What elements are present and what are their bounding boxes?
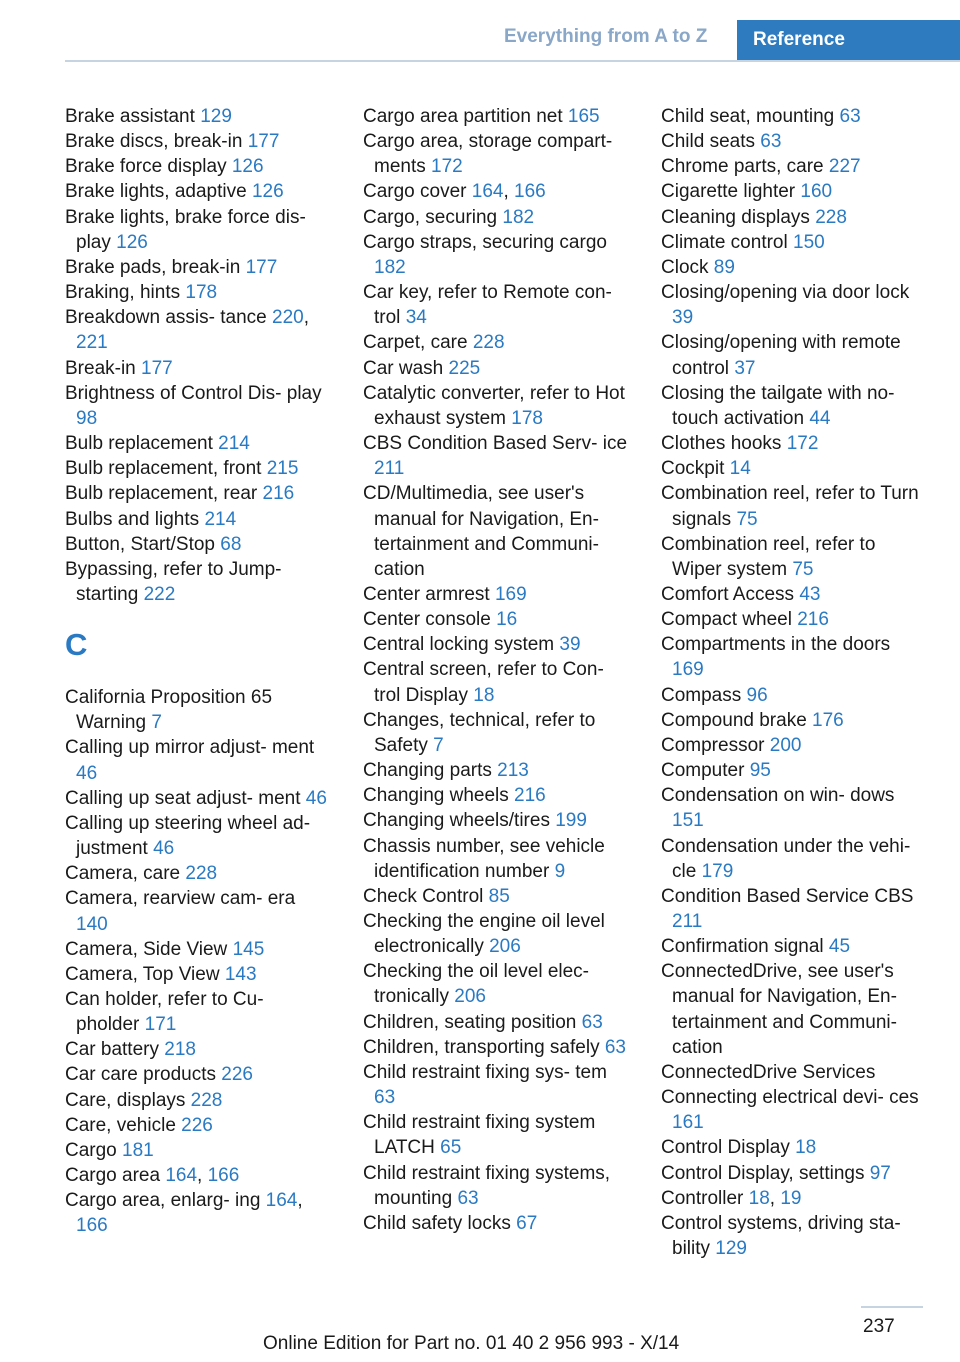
index-term: Chassis number, see vehicle identification number — [363, 835, 605, 882]
index-term: Compressor — [661, 734, 765, 756]
index-entry — [363, 481, 629, 582]
page-link[interactable]: 43 — [799, 583, 821, 605]
index-term: Center armrest — [363, 583, 490, 605]
page-link[interactable]: 19 — [780, 1187, 802, 1209]
page-link[interactable]: 97 — [869, 1162, 891, 1184]
index-term: Car care products — [65, 1064, 217, 1086]
index-term: Connecting electrical devi‐ ces — [661, 1087, 919, 1109]
page-link[interactable]: 181 — [122, 1139, 154, 1161]
index-entry — [661, 607, 927, 632]
index-entry — [65, 129, 331, 154]
index-term: Camera, rearview cam‐ era — [65, 888, 296, 910]
index-term: Climate control — [661, 231, 788, 253]
page-link[interactable]: 182 — [374, 256, 406, 278]
index-entry — [661, 1060, 927, 1085]
index-entry — [363, 834, 629, 884]
index-entry — [661, 532, 927, 582]
index-term: CBS Condition Based Serv‐ ice — [363, 433, 628, 455]
index-term: Control systems, driving sta‐ bility — [661, 1212, 901, 1260]
index-entry — [65, 861, 331, 886]
index-entry — [661, 230, 927, 255]
index-entry — [363, 104, 629, 129]
page-number: 237 — [863, 1316, 895, 1337]
index-entry — [65, 356, 331, 381]
page-link[interactable]: 46 — [76, 762, 98, 784]
page-link[interactable]: 211 — [374, 458, 405, 480]
section-title: Everything from A to Z — [504, 26, 708, 47]
index-term: Cockpit — [661, 458, 725, 480]
index-entry — [661, 758, 927, 783]
index-term: CD/Multimedia, see user's manual for Navigation, En‐ tertainment and Communi‐ cation — [363, 483, 599, 580]
index-term: Carpet, care — [363, 332, 468, 354]
page-link[interactable]: 206 — [454, 986, 486, 1008]
index-term: Bulb replacement, front — [65, 458, 262, 480]
page-link[interactable]: 199 — [555, 810, 587, 832]
index-term: Condensation on win‐ dows — [661, 785, 895, 807]
index-entry: Controller 18, 19 — [661, 1187, 802, 1209]
page-link[interactable]: 172 — [786, 433, 819, 455]
page-link[interactable]: 18 — [795, 1137, 817, 1159]
page-link[interactable]: 215 — [266, 458, 299, 480]
index-term: Cargo area — [65, 1165, 161, 1187]
index-entry — [65, 1062, 331, 1087]
page-link[interactable]: 126 — [251, 181, 284, 203]
index-term: Controller — [661, 1187, 744, 1209]
page-link[interactable]: 164 — [265, 1190, 298, 1212]
index-term: Check Control — [363, 885, 484, 907]
index-entry — [363, 783, 629, 808]
page-link[interactable]: 46 — [305, 787, 327, 809]
page-link[interactable]: 145 — [232, 938, 265, 960]
page-link[interactable]: 222 — [143, 583, 176, 605]
index-entry — [363, 657, 629, 707]
index-term: Breakdown assis‐ tance — [65, 307, 267, 329]
page-link[interactable]: 63 — [760, 131, 782, 153]
index-entry — [363, 607, 629, 632]
page-link[interactable]: 218 — [164, 1039, 196, 1061]
page-link[interactable]: 178 — [511, 407, 543, 429]
page-header — [0, 0, 960, 64]
index-term: Brake pads, break-in — [65, 256, 241, 278]
index-term: Checking the oil level elec‐ tronically — [363, 961, 590, 1008]
index-entry: Breakdown assis‐ tance 220, 221 — [65, 307, 309, 354]
page-link[interactable]: 151 — [672, 810, 704, 832]
page-link[interactable]: 18 — [748, 1187, 770, 1209]
index-term: Bulb replacement — [65, 433, 213, 455]
index-term: Care, displays — [65, 1089, 186, 1111]
page-link[interactable]: 65 — [440, 1137, 462, 1159]
index-term: Changing wheels — [363, 785, 509, 807]
page-link[interactable]: 166 — [76, 1215, 108, 1237]
page-link[interactable]: 213 — [497, 760, 529, 782]
index-entry — [65, 735, 331, 785]
page-link[interactable]: 176 — [812, 709, 844, 731]
page-link[interactable]: 214 — [204, 508, 237, 530]
index-entry: Cargo cover 164, 166 — [363, 181, 546, 203]
index-term: Car battery — [65, 1039, 159, 1061]
index-term: Child seat, mounting — [661, 106, 835, 127]
page-link[interactable]: 164 — [471, 181, 504, 203]
page-link[interactable]: 165 — [567, 106, 600, 127]
page-link[interactable]: 129 — [715, 1238, 747, 1260]
page-link[interactable]: 63 — [581, 1011, 603, 1033]
page-link[interactable]: 172 — [431, 156, 463, 178]
index-entry — [65, 481, 331, 506]
index-term: Central screen, refer to Con‐ trol Display — [363, 659, 604, 706]
index-entry — [65, 205, 331, 255]
index-entry — [661, 481, 927, 531]
page-link[interactable]: 150 — [793, 231, 825, 253]
page-link[interactable]: 9 — [554, 860, 566, 882]
index-term: Chrome parts, care — [661, 156, 824, 178]
page-link[interactable]: 89 — [713, 256, 735, 278]
page-link[interactable]: 7 — [433, 734, 444, 756]
page-link[interactable]: 169 — [494, 583, 527, 605]
index-term: Can holder, refer to Cu‐ pholder — [65, 989, 264, 1036]
index-term: Button, Start/Stop — [65, 533, 215, 555]
index-column-1 — [65, 104, 331, 1239]
index-entry — [661, 154, 927, 179]
index-term: Closing/opening via door lock — [661, 282, 910, 304]
page-link[interactable]: 44 — [809, 407, 831, 429]
index-term: Care, vehicle — [65, 1114, 176, 1136]
page-link[interactable]: 216 — [514, 785, 546, 807]
page-link[interactable]: 200 — [769, 734, 802, 756]
page-link[interactable]: 211 — [672, 911, 703, 932]
index-term: Clock — [661, 256, 709, 278]
index-entry — [363, 959, 629, 1009]
index-term: Central locking system — [363, 634, 555, 656]
index-term: Compact wheel — [661, 609, 792, 631]
page-link[interactable]: 75 — [736, 508, 758, 530]
index-term: Cargo area, enlarg‐ ing — [65, 1190, 261, 1212]
page-link[interactable]: 143 — [224, 963, 257, 985]
index-entry — [661, 179, 927, 204]
page-link[interactable]: 75 — [792, 558, 814, 580]
index-term: Catalytic converter, refer to Hot exhaust system — [363, 382, 625, 429]
index-term: Compound brake — [661, 709, 807, 731]
page-link[interactable]: 161 — [672, 1112, 704, 1134]
page-link[interactable]: 171 — [144, 1014, 177, 1036]
index-entry — [661, 431, 927, 456]
index-term: Computer — [661, 760, 745, 782]
page-link[interactable]: 34 — [405, 307, 427, 329]
index-entry — [65, 431, 331, 456]
page-link[interactable]: 63 — [457, 1187, 479, 1209]
index-entry — [65, 962, 331, 987]
index-entry — [363, 909, 629, 959]
index-entry — [65, 886, 331, 936]
index-term: Cargo straps, securing cargo — [363, 231, 607, 253]
index-entry — [661, 129, 927, 154]
index-term: Brake force display — [65, 156, 227, 178]
page-link[interactable]: 226 — [221, 1064, 253, 1086]
index-entry — [65, 280, 331, 305]
index-entry — [65, 456, 331, 481]
index-entry — [363, 582, 629, 607]
index-term: Compartments in the doors — [661, 634, 891, 656]
index-entry — [661, 884, 927, 934]
index-term: Car key, refer to Remote con‐ trol — [363, 282, 612, 329]
index-term: Camera, Side View — [65, 938, 228, 960]
index-entry — [65, 1037, 331, 1062]
index-entry — [363, 1110, 629, 1160]
index-entry — [65, 381, 331, 431]
index-term: Brake lights, brake force dis‐ play — [65, 206, 306, 253]
page-link[interactable]: 216 — [262, 483, 295, 505]
page-link[interactable]: 228 — [185, 863, 218, 885]
index-term: Bulb replacement, rear — [65, 483, 258, 505]
header-rule — [65, 60, 960, 62]
page-link[interactable]: 63 — [604, 1036, 626, 1058]
index-term: Closing/opening with remote control — [661, 332, 901, 379]
index-term: Compass — [661, 684, 742, 706]
page-link[interactable]: 126 — [231, 156, 264, 178]
page-link[interactable]: 96 — [746, 684, 768, 706]
index-entry — [363, 280, 629, 330]
page-link[interactable]: 7 — [151, 712, 162, 734]
page-link[interactable]: 39 — [672, 307, 694, 329]
index-term: Brake assistant — [65, 106, 195, 127]
index-entry — [661, 959, 927, 1060]
page-link[interactable]: 206 — [489, 936, 521, 958]
index-entry — [363, 381, 629, 431]
index-term: Car wash — [363, 357, 444, 379]
index-entry — [661, 255, 927, 280]
index-entry — [65, 786, 331, 811]
page-link[interactable]: 177 — [247, 131, 280, 153]
index-entry — [661, 582, 927, 607]
index-term: Changes, technical, refer to Safety — [363, 709, 596, 756]
page-link[interactable]: 98 — [76, 407, 98, 429]
page-link[interactable]: 63 — [374, 1087, 396, 1109]
index-term: Cargo — [65, 1139, 117, 1161]
page-link[interactable]: 225 — [448, 357, 481, 379]
page-link[interactable]: 179 — [701, 860, 734, 882]
index-term: Brake discs, break-in — [65, 131, 243, 153]
index-entry — [65, 1113, 331, 1138]
index-entry — [363, 1060, 629, 1110]
index-entry — [363, 708, 629, 758]
index-term: Braking, hints — [65, 282, 181, 304]
index-entry — [363, 330, 629, 355]
index-entry — [363, 758, 629, 783]
page-link[interactable]: 126 — [116, 231, 148, 253]
index-term: Control Display, settings — [661, 1162, 865, 1184]
index-entry — [363, 808, 629, 833]
page-link[interactable]: 18 — [473, 684, 495, 706]
index-entry — [65, 507, 331, 532]
index-entry: Cargo area, enlarg‐ ing 164, 166 — [65, 1190, 303, 1237]
index-entry — [363, 205, 629, 230]
page-link[interactable]: 216 — [797, 609, 829, 631]
index-term: Brake lights, adaptive — [65, 181, 247, 203]
index-entry — [661, 1161, 927, 1186]
index-term: Child restraint fixing systems, mounting — [363, 1162, 611, 1209]
index-entry — [363, 884, 629, 909]
index-entry — [65, 987, 331, 1037]
page-link[interactable]: 67 — [516, 1212, 538, 1234]
page-link[interactable]: 160 — [800, 181, 833, 203]
index-entry — [661, 708, 927, 733]
index-entry — [661, 330, 927, 380]
page-link[interactable]: 68 — [220, 533, 242, 555]
index-entry — [65, 154, 331, 179]
index-entry — [661, 834, 927, 884]
index-term: Child seats — [661, 131, 755, 153]
index-entry — [65, 685, 331, 735]
index-entry: Cargo area 164, 166 — [65, 1165, 240, 1187]
index-entry — [661, 104, 927, 129]
index-term: Condition Based Service CBS — [661, 885, 914, 907]
index-entry — [65, 937, 331, 962]
index-term: Combination reel, refer to Turn signals — [661, 483, 919, 530]
index-term: Calling up mirror adjust‐ ment — [65, 737, 315, 759]
index-term: Children, seating position — [363, 1011, 577, 1033]
page-link[interactable]: 169 — [672, 659, 704, 681]
page-link[interactable]: 227 — [828, 156, 861, 178]
index-entry — [661, 783, 927, 833]
edition-note: Online Edition for Part no. 01 40 2 956 993 - X/14 — [263, 1333, 680, 1354]
page-link[interactable]: 214 — [218, 433, 250, 455]
index-term: Cigarette lighter — [661, 181, 796, 203]
index-entry — [65, 532, 331, 557]
index-term: Control Display — [661, 1137, 790, 1159]
index-entry — [363, 1035, 629, 1060]
page-link[interactable]: 177 — [141, 357, 173, 379]
index-term: Closing the tailgate with no- touch activation — [661, 382, 895, 429]
index-term: Cargo cover — [363, 181, 467, 203]
index-entry — [363, 230, 629, 280]
index-term: Bypassing, refer to Jump- starting — [65, 558, 282, 605]
index-term: Clothes hooks — [661, 433, 782, 455]
page-link[interactable]: 164 — [165, 1165, 198, 1187]
index-term: Combination reel, refer to Wiper system — [661, 533, 876, 580]
index-entry — [661, 280, 927, 330]
footer-rule — [861, 1306, 923, 1308]
page-link[interactable]: 220 — [272, 307, 304, 329]
index-entry — [65, 104, 331, 129]
page-link[interactable]: 166 — [514, 181, 546, 203]
index-entry — [65, 811, 331, 861]
index-entry — [65, 1138, 331, 1163]
index-term: Cargo, securing — [363, 206, 498, 228]
index-entry — [661, 632, 927, 682]
index-entry — [363, 129, 629, 179]
page-link[interactable]: 228 — [190, 1089, 223, 1111]
index-entry — [363, 1211, 629, 1236]
page-link[interactable]: 226 — [181, 1114, 213, 1136]
index-term: ConnectedDrive, see user's manual for Navigation, En‐ tertainment and Communi‐ cation — [661, 961, 897, 1058]
index-term: Cargo area, storage compart‐ ments — [363, 131, 613, 178]
index-term: Calling up seat adjust‐ ment — [65, 787, 301, 809]
index-term: Confirmation signal — [661, 936, 824, 958]
index-entry — [661, 1085, 927, 1135]
page-link[interactable]: 228 — [815, 206, 847, 228]
page-link[interactable]: 37 — [734, 357, 756, 379]
index-term: ConnectedDrive Services — [661, 1061, 876, 1083]
page-link[interactable]: 46 — [153, 838, 175, 860]
index-entry — [363, 1010, 629, 1035]
index-term: Brightness of Control Dis‐ play — [65, 382, 322, 404]
index-term: Changing wheels/tires — [363, 810, 550, 832]
index-term: California Proposition 65 Warning — [65, 687, 273, 734]
index-term: Calling up steering wheel ad‐ justment — [65, 812, 311, 860]
page-link[interactable]: 221 — [76, 332, 108, 354]
index-entry — [661, 1135, 927, 1160]
page-link[interactable]: 63 — [839, 106, 861, 127]
index-entry — [65, 557, 331, 607]
chapter-tab: Reference — [737, 20, 960, 60]
page-link[interactable]: 182 — [502, 206, 535, 228]
index-term: Changing parts — [363, 760, 492, 782]
index-column-3 — [661, 104, 927, 1261]
index-term: Child restraint fixing system LATCH — [363, 1112, 596, 1159]
index-term: Camera, Top View — [65, 963, 220, 985]
index-entry — [661, 733, 927, 758]
index-entry — [661, 1211, 927, 1261]
index-entry — [661, 934, 927, 959]
index-term: Camera, care — [65, 863, 181, 885]
index-term: Break-in — [65, 357, 136, 379]
page-link[interactable]: 45 — [828, 936, 851, 958]
index-letter-heading: C — [65, 627, 88, 663]
index-term: Condensation under the vehi‐ cle — [661, 835, 911, 882]
index-term: Checking the engine oil level electronically — [363, 911, 605, 958]
index-entry — [661, 456, 927, 481]
page-link[interactable]: 140 — [76, 913, 108, 935]
index-term: Bulbs and lights — [65, 508, 200, 530]
index-column-2 — [363, 104, 629, 1236]
index-entry — [661, 205, 927, 230]
index-entry — [363, 632, 629, 657]
page-link[interactable]: 39 — [559, 634, 581, 656]
index-entry — [65, 255, 331, 280]
index-term: Cargo area partition net — [363, 106, 563, 127]
index-term: Comfort Access — [661, 583, 795, 605]
page-link[interactable]: 166 — [207, 1165, 240, 1187]
page-link[interactable]: 177 — [245, 256, 278, 278]
page-link[interactable]: 16 — [496, 609, 518, 631]
index-entry — [661, 683, 927, 708]
page-link[interactable]: 14 — [729, 458, 751, 480]
index-entry — [65, 179, 331, 204]
page-link[interactable]: 95 — [749, 760, 771, 782]
index-term: Center console — [363, 609, 491, 631]
page-link[interactable]: 228 — [472, 332, 505, 354]
page-link[interactable]: 129 — [200, 106, 232, 127]
index-entry — [363, 431, 629, 481]
page-link[interactable]: 85 — [488, 885, 510, 907]
index-entry — [363, 1161, 629, 1211]
index-entry — [363, 356, 629, 381]
index-term: Children, transporting safely — [363, 1036, 600, 1058]
index-term: Child safety locks — [363, 1212, 511, 1234]
page-link[interactable]: 178 — [185, 282, 218, 304]
index-term: Child restraint fixing sys‐ tem — [363, 1061, 607, 1083]
index-entry — [65, 1088, 331, 1113]
index-term: Cleaning displays — [661, 206, 810, 228]
index-entry — [661, 381, 927, 431]
